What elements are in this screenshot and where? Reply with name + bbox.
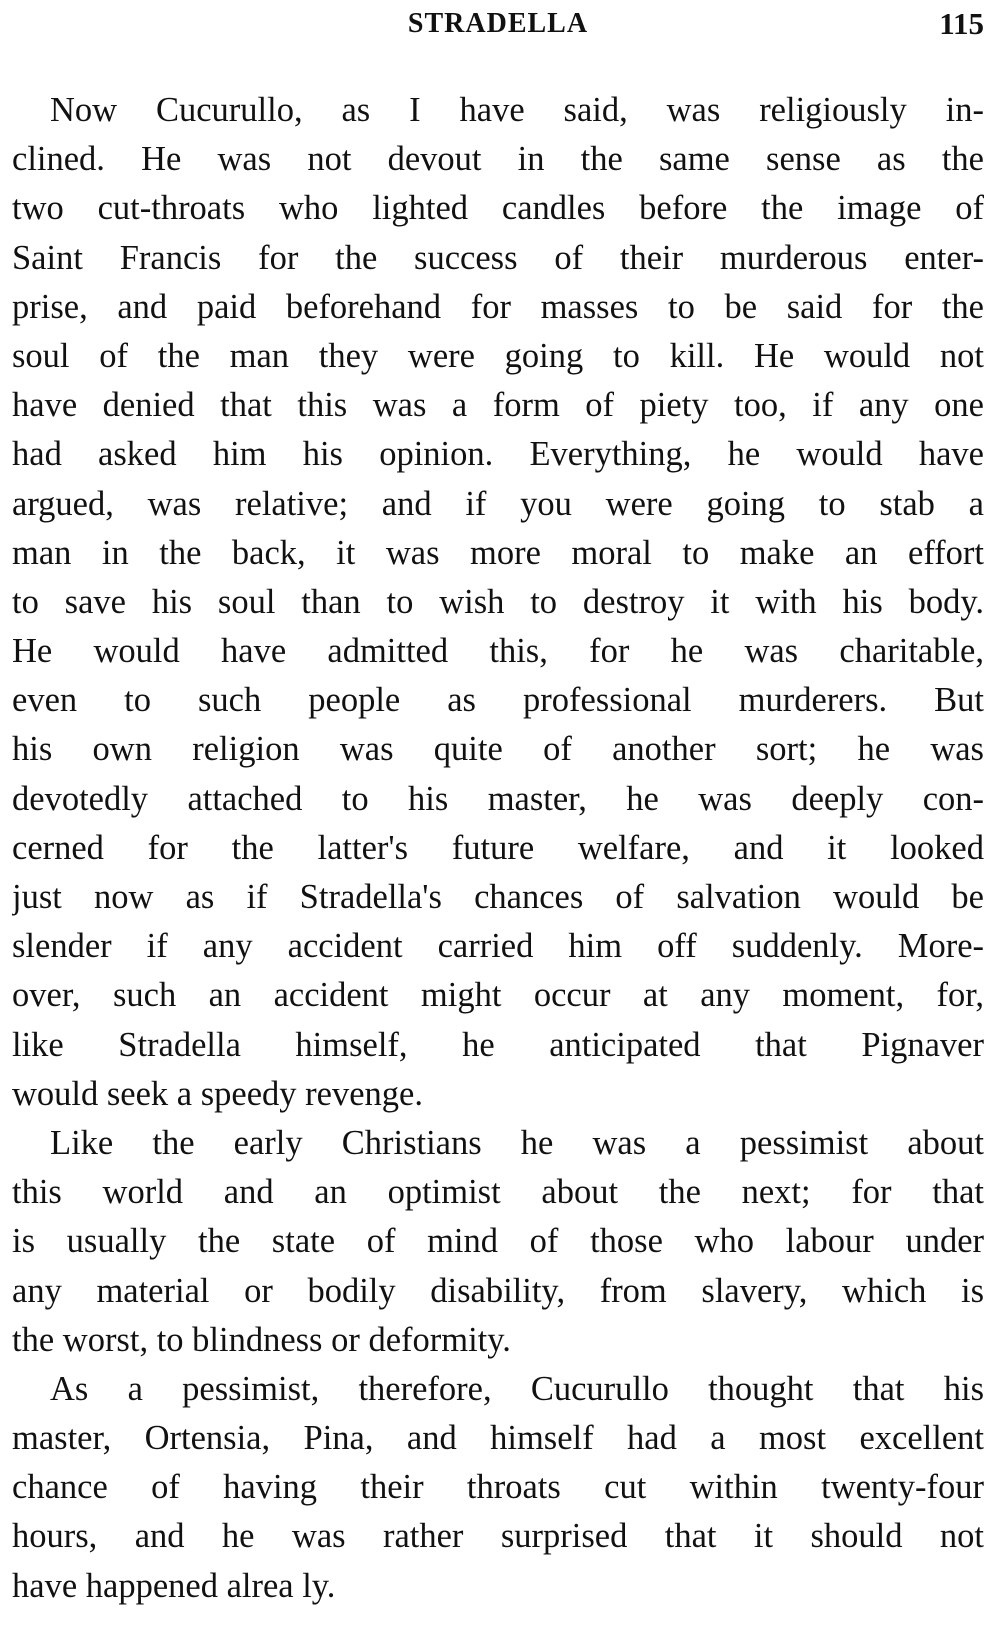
text-line: cerned for the latter's future welfare, and it looked	[12, 828, 984, 867]
text-line: have happened alrea ly.	[12, 1566, 336, 1605]
text-line: slender if any accident carried him off suddenly. More-	[12, 927, 984, 966]
text-line: clined. He was not devout in the same sense as the	[12, 140, 984, 179]
text-line: Now Cucurullo, as I have said, was religiously in-	[50, 91, 984, 129]
text-line: would seek a speedy revenge.	[12, 1074, 423, 1113]
body-text	[12, 86, 984, 1611]
text-line: over, such an accident might occur at any moment, for,	[12, 976, 984, 1015]
text-line: had asked him his opinion. Everything, he would have	[12, 435, 984, 474]
text-line: Like the early Christians he was a pessimist about	[50, 1123, 984, 1162]
text-line: prise, and paid beforehand for masses to be said for the	[12, 287, 984, 326]
text-line: is usually the state of mind of those who labour under	[12, 1222, 984, 1261]
text-line: man in the back, it was more moral to make an effort	[12, 533, 984, 572]
text-line: have denied that this was a form of piety too, if any one	[12, 386, 984, 425]
paragraph-1	[12, 86, 984, 1119]
text-line: any material or bodily disability, from slavery, which is	[12, 1271, 984, 1310]
text-line: this world and an optimist about the next; for that	[12, 1173, 984, 1212]
text-line: even to such people as professional murderers. But	[12, 681, 984, 720]
text-line: just now as if Stradella's chances of salvation would be	[12, 878, 984, 916]
text-line: two cut-throats who lighted candles before the image of	[12, 189, 984, 228]
text-line: hours, and he was rather surprised that it should not	[12, 1517, 984, 1556]
paragraph-3	[12, 1365, 984, 1611]
text-line: He would have admitted this, for he was charitable,	[12, 632, 984, 671]
book-page	[12, 0, 984, 1638]
running-title: STRADELLA	[407, 8, 589, 39]
text-line: soul of the man they were going to kill. He would not	[12, 336, 984, 375]
text-line: As a pessimist, therefore, Cucurullo thought that his	[50, 1369, 984, 1408]
text-line: master, Ortensia, Pina, and himself had a most excellent	[12, 1419, 984, 1458]
running-head	[12, 0, 984, 48]
text-line: devotedly attached to his master, he was deeply con-	[12, 779, 984, 818]
text-line: chance of having their throats cut within twenty-four	[12, 1468, 984, 1507]
text-line: his own religion was quite of another sort; he was	[12, 730, 984, 769]
text-line: to save his soul than to wish to destroy it with his body.	[12, 582, 984, 621]
text-line: argued, was relative; and if you were going to stab a	[12, 484, 984, 523]
paragraph-2	[12, 1119, 984, 1365]
text-line: the worst, to blindness or deformity.	[12, 1320, 511, 1359]
text-line: like Stradella himself, he anticipated that Pignaver	[12, 1025, 984, 1064]
text-line: Saint Francis for the success of their murderous enter-	[12, 238, 984, 277]
page-number: 115	[939, 6, 984, 41]
